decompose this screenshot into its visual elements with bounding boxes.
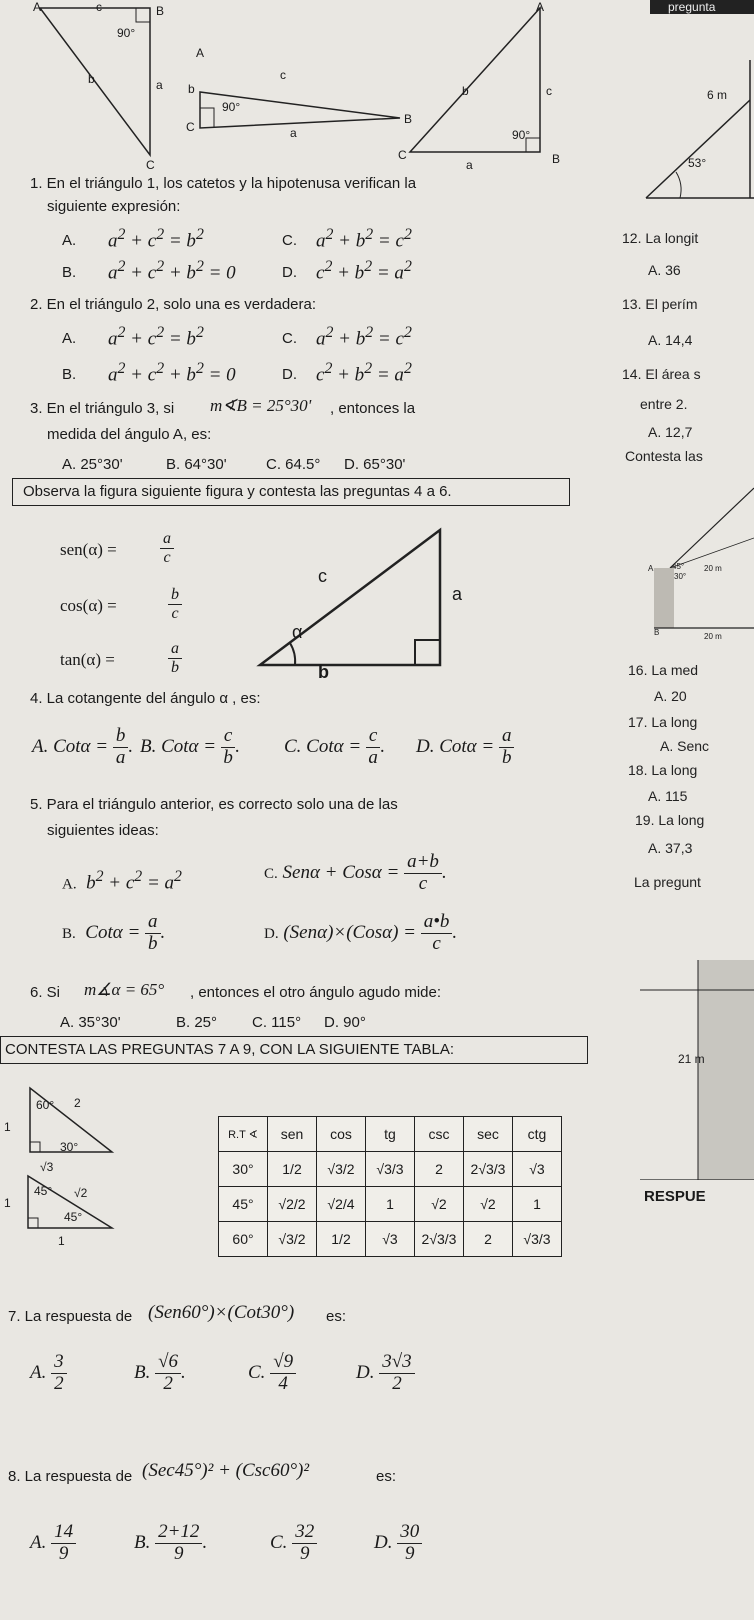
q5-option-d[interactable]: D. (Senα)×(Cosα) = $\frac{a•b}{c}$ . [264,911,458,954]
table-header-cell: csc [415,1117,464,1152]
rc-q13: 13. El perím [622,296,698,312]
right-triangle-alpha-figure [240,525,463,670]
fig2-label-b: b [318,662,329,682]
triangle-2-figure [180,40,420,150]
q1-option-c-expr: $a^2 + b^2 = c^2$ [316,226,412,252]
tri3-label-C: C [398,148,407,162]
t2-label-hyp: √2 [74,1186,88,1200]
q3-option-d[interactable]: D. 65°30' [344,456,406,473]
rc-respuesta: RESPUE [644,1188,706,1205]
pregunta-label: pregunta [668,0,716,14]
q3-option-a[interactable]: A. 25°30' [62,456,123,473]
t2-label-top: 1 [4,1196,11,1210]
t1-label-top: 1 [4,1120,11,1134]
table-cell: 1/2 [317,1222,366,1257]
q8-text: 8. La respuesta de [8,1468,133,1485]
q3-option-b[interactable]: B. 64°30' [166,456,227,473]
table-cell: 45° [219,1187,268,1222]
tri1-label-angle: 90° [117,26,136,40]
table-cell: √3/2 [317,1152,366,1187]
table-header-row [219,1117,562,1152]
t1-label-base: √3 [40,1160,54,1174]
def-cos-frac: $\frac{b}{c}$ [168,586,182,622]
tri3-label-B: B [552,152,561,166]
rc-fig-ang: 45° [672,562,685,571]
tri1-label-C: C [146,158,155,172]
t2-label-angle45a: 45° [34,1184,53,1198]
tri1-label-a: a [156,78,163,92]
triangle-3-figure [390,0,580,165]
rc-q16a[interactable]: A. 20 [654,688,687,704]
table-header-cell: ctg [513,1117,562,1152]
q2-option-c-expr: $a^2 + b^2 = c^2$ [316,324,412,350]
q7-text: 7. La respuesta de [8,1308,133,1325]
q1-option-d-label[interactable]: D. [282,264,297,281]
q2-option-b-label[interactable]: B. [62,366,77,383]
rc-pregunta: La pregunt [634,874,701,890]
q1-option-b-expr: $a^2 + c^2 + b^2 = 0$ [108,258,236,284]
table-row [219,1222,562,1257]
right-fig-length: 6 m [707,88,728,102]
tri1-label-c: c [96,0,102,14]
q3-condition: m∢B = 25°30' [210,396,312,415]
q8-expression: (Sec45°)² + (Csc60°)² [142,1460,310,1481]
rc-q19: 19. La long [635,812,705,828]
table-cell: 1 [513,1187,562,1222]
tri3-label-b: b [462,84,469,98]
instructions-7-9-box [0,1036,588,1064]
table-cell: 60° [219,1222,268,1257]
tri2-label-C: C [186,120,195,134]
t1-label-angle60: 60° [36,1098,55,1112]
rc-fig-A: A [648,564,654,573]
instructions-7-9: CONTESTA LAS PREGUNTAS 7 A 9, CON LA SIGUIENTE TABLA: [5,1041,455,1058]
table-cell: √3 [366,1222,415,1257]
q1-option-a-label[interactable]: A. [62,232,77,249]
tri1-label-A: A [33,0,42,14]
right-building-figure [640,478,754,648]
table-cell: √3/3 [366,1152,415,1187]
tri3-label-a: a [466,158,473,172]
q6-text-a: 6. Si [30,984,61,1001]
q7-option-a[interactable]: A. $\frac{3}{2}$ [30,1352,67,1395]
q8-tail: es: [376,1468,397,1485]
rc-q14: 14. El área s [622,366,701,382]
t1-label-hyp: 2 [74,1096,81,1110]
tri2-label-c: c [280,68,286,82]
q2-option-a-expr: $a^2 + c^2 = b^2$ [108,324,204,350]
rc-q12a[interactable]: A. 36 [648,262,681,278]
q4-option-d[interactable]: D. Cotα = $\frac{a}{b}$ [416,726,514,769]
q5-option-b[interactable]: B. Cotα = $\frac{a}{b}$ . [62,911,166,954]
q7-option-c[interactable]: C. $\frac{√9}{4}$ [248,1352,296,1395]
table-header-cell: sec [464,1117,513,1152]
instructions-4-6-box [12,478,570,506]
q5-option-a[interactable]: A. $b^2 + c^2 = a^2$ [62,868,182,894]
instructions-4-6: Observa la figura siguiente figura y contesta las preguntas 4 a 6. [23,483,452,500]
q6-option-d[interactable]: D. 90° [324,1014,366,1031]
t2-label-angle45b: 45° [64,1210,83,1224]
table-cell: √2/4 [317,1187,366,1222]
q7-option-d[interactable]: D. $\frac{3√3}{2}$ [356,1352,415,1395]
table-row [219,1152,562,1187]
rc-fig-ang2: 30° [674,572,687,581]
q8-option-c[interactable]: C. $\frac{32}{9}$ [270,1522,317,1565]
q2-text: 2. En el triángulo 2, solo una es verdadera: [30,296,317,313]
q4-text: 4. La cotangente del ángulo α , es: [30,690,261,707]
q3-option-c[interactable]: C. 64.5° [266,456,321,473]
rc-q13a[interactable]: A. 14,4 [648,332,693,348]
tri2-label-b: b [188,82,195,96]
rc-q12: 12. La longit [622,230,699,246]
rc-q14a[interactable]: A. 12,7 [648,424,693,440]
q1-option-a-expr: $a^2 + c^2 = b^2$ [108,226,204,252]
table-cell: 30° [219,1152,268,1187]
q7-tail: es: [326,1308,347,1325]
rc-fig-d1: 20 m [704,564,722,573]
tri3-label-c: c [546,84,552,98]
tri3-label-angle: 90° [512,128,531,142]
table-cell: √2/2 [268,1187,317,1222]
q5-text2: siguientes ideas: [47,822,159,839]
rc-fig-B: B [654,628,660,637]
tri1-label-b: b [88,72,95,86]
tri3-label-A: A [536,0,545,14]
def-tan: tan(α) = [60,650,115,669]
tri1-label-B: B [156,4,165,18]
fig2-label-a: a [452,584,463,604]
q8-option-b[interactable]: B. $\frac{2+12}{9}$ . [134,1521,208,1564]
table-cell: 1/2 [268,1152,317,1187]
q5-text: 5. Para el triángulo anterior, es correcto solo una de las [30,796,398,813]
q4-option-b[interactable]: B. Cotα = $\frac{c}{b}$ . [140,725,241,768]
table-cell: 2√3/3 [464,1152,513,1187]
q4-option-a[interactable]: A. Cotα = $\frac{b}{a}$ . [32,725,134,768]
q3-text2: medida del ángulo A, es: [47,426,212,443]
q6-text-b: , entonces el otro ángulo agudo mide: [190,984,442,1001]
table-cell: 1 [366,1187,415,1222]
table-header-cell: tg [366,1117,415,1152]
table-cell: 2 [415,1152,464,1187]
table-header-cell: sen [268,1117,317,1152]
rc-q18: 18. La long [628,762,698,778]
def-sen-frac: $\frac{a}{c}$ [160,530,174,566]
q1-option-c-label[interactable]: C. [282,232,297,249]
def-cos: cos(α) = [60,596,117,615]
def-tan-frac: $\frac{a}{b}$ [168,640,182,676]
right-triangle-figure [640,60,754,200]
q3-text-b: , entonces la [330,400,416,417]
q1-option-d-expr: $c^2 + b^2 = a^2$ [316,258,412,284]
rc-q17: 17. La long [628,714,698,730]
rc-q17a[interactable]: A. Senc [660,738,710,754]
fig2-label-c: c [318,566,327,586]
rc-fig3-label: 21 m [678,1052,705,1066]
fig2-label-alpha: α [292,622,303,642]
q6-option-b[interactable]: B. 25° [176,1014,218,1031]
tri2-label-B: B [404,112,413,126]
q4-option-c[interactable]: C. Cotα = $\frac{c}{a}$ . [284,725,386,768]
tri2-label-angle: 90° [222,100,241,114]
tri2-label-a: a [290,126,297,140]
q2-option-c-label[interactable]: C. [282,330,297,347]
triangle-45-45-figure [0,1170,120,1240]
rc-fig-d2: 20 m [704,632,722,641]
t1-label-angle30: 30° [60,1140,79,1154]
q8-option-d[interactable]: D. $\frac{30}{9}$ [374,1522,422,1565]
q7-option-b[interactable]: B. $\frac{√6}{2}$ . [134,1351,186,1394]
q2-option-d-label[interactable]: D. [282,366,297,383]
table-cell: 2√3/3 [415,1222,464,1257]
rc-contesta: Contesta las [625,448,703,464]
table-row [219,1187,562,1222]
q2-option-b-expr: $a^2 + c^2 + b^2 = 0$ [108,360,236,386]
table-header-cell: R.T ∢ [219,1117,268,1152]
trig-values-table [218,1116,562,1257]
q1-text2: siguiente expresión: [47,198,181,215]
table-header-cell: cos [317,1117,366,1152]
right-tower-figure [640,960,754,1180]
table-cell: √3 [513,1152,562,1187]
q8-option-a[interactable]: A. $\frac{14}{9}$ [30,1522,76,1565]
rc-q19a[interactable]: A. 37,3 [648,840,693,856]
t2-label-base: 1 [58,1234,65,1248]
rc-q18a[interactable]: A. 115 [648,788,688,804]
table-cell: √3/3 [513,1222,562,1257]
right-fig-angle: 53° [688,156,707,170]
q7-expression: (Sen60°)×(Cot30°) [148,1302,295,1323]
table-cell: √2 [464,1187,513,1222]
tri2-label-A: A [196,46,205,60]
def-sen: sen(α) = [60,540,117,559]
q1-text: 1. En el triángulo 1, los catetos y la hipotenusa verifican la [30,175,417,192]
table-cell: √2 [415,1187,464,1222]
q5-option-c[interactable]: C. Senα + Cosα = $\frac{a+b}{c}$ . [264,851,447,894]
q3-text-a: 3. En el triángulo 3, si [30,400,175,417]
rc-q16: 16. La med [628,662,699,678]
q6-option-a[interactable]: A. 35°30' [60,1014,121,1031]
table-cell: √3/2 [268,1222,317,1257]
q6-condition: m∡α = 65° [84,980,165,999]
triangle-30-60-figure [0,1080,120,1170]
q1-option-b-label[interactable]: B. [62,264,77,281]
q6-option-c[interactable]: C. 115° [252,1014,302,1031]
q2-option-a-label[interactable]: A. [62,330,77,347]
table-cell: 2 [464,1222,513,1257]
rc-q14b: entre 2. [640,396,688,412]
q2-option-d-expr: $c^2 + b^2 = a^2$ [316,360,412,386]
